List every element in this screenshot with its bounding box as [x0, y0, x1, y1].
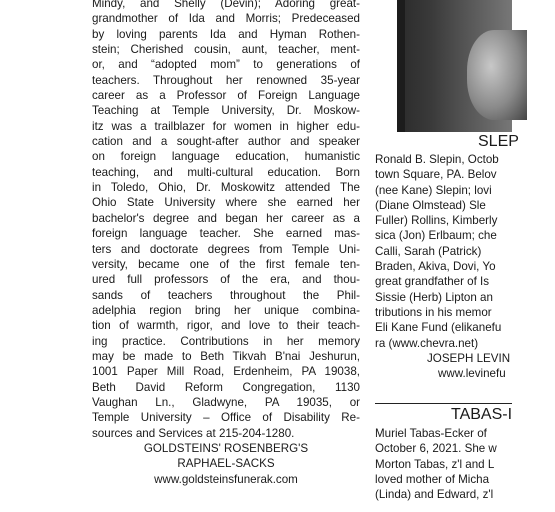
obituary-line: Temple University – Office of Disability Re-: [92, 411, 360, 425]
obituary-line: sands of teachers throughout the Phil-: [92, 288, 360, 302]
slepin-funeral-url: www.levinefu: [438, 367, 506, 381]
slepin-line: (nee Kane) Slepin; lovi: [375, 183, 492, 197]
obituary-line: on foreign language education, humanistic: [92, 150, 360, 164]
slepin-line: ra (www.chevra.net): [375, 336, 479, 350]
obituary-line: ing practice. Contributions in her memory: [92, 334, 360, 348]
slepin-line: Braden, Akiva, Dovi, Yo: [375, 260, 496, 274]
tabas-heading: TABAS-I: [451, 406, 513, 423]
obituary-line: Teaching at Temple University, Dr. Moskow-: [92, 104, 360, 118]
obituary-line: foreign language teacher. She earned mas-: [92, 227, 360, 241]
tabas-line: Morton Tabas, z'l and L: [375, 457, 495, 471]
slepin-line: Eli Kane Fund (elikanefu: [375, 321, 502, 335]
slepin-funeral-home: JOSEPH LEVIN: [427, 351, 511, 365]
obituary-tabas: [375, 404, 555, 502]
photo-shadow: [397, 0, 405, 132]
obituary-line: Mindy, and Shelly (Devin); Adoring great-: [92, 0, 360, 10]
tabas-body: [375, 426, 555, 502]
slepin-heading: SLEP: [478, 133, 519, 150]
obituary-line: Beth David Reform Congregation, 1130: [92, 380, 360, 394]
obituary-line: teachers. Throughout her renowned 35-year: [92, 73, 360, 87]
funeral-home-line1: GOLDSTEINS' ROSENBERG'S: [143, 441, 309, 455]
obituary-line: 1001 Paper Mill Road, Erdenheim, PA 19038,: [92, 365, 360, 379]
obituary-line: career as a Professor of Foreign Language: [92, 89, 360, 103]
slepin-line: Sissie (Herb) Lipton an: [375, 290, 493, 304]
tabas-line: (Linda) and Edward, z'l: [375, 488, 494, 502]
obituary-line: adelphia region bring her unique combina-: [92, 303, 360, 317]
portrait-photo: [397, 0, 512, 132]
obituary-line: bachelor's degree and began her career as a: [92, 211, 360, 225]
obituary-line: by loving parents Ida and Hyman Rothen-: [92, 27, 360, 41]
funeral-home-url[interactable]: www.goldsteinsfunerak.com: [154, 472, 298, 486]
slepin-line: town Square, PA. Belov: [375, 168, 497, 182]
slepin-line: great grandfather of Is: [375, 275, 490, 289]
obituary-line: ters and doctorate degrees from Temple Uni-: [92, 242, 360, 256]
obituary-line: may be made to Beth Tikvah B'nai Jeshurun,: [92, 349, 360, 363]
obituary-line: tion of warmth, rigor, and love to their teach-: [92, 319, 360, 333]
slepin-body: [375, 152, 555, 351]
obituary-line: itz was a trailblazer for women in higher edu-: [92, 119, 360, 133]
obituary-line: or, and “adopted mom” to generations of: [92, 58, 360, 72]
slepin-line: tributions in his memor: [375, 305, 492, 319]
slepin-line: Calli, Sarah (Patrick): [375, 244, 482, 258]
obituary-line: stein; Cherished cousin, aunt, teacher, ment-: [92, 43, 360, 57]
obituary-line: in Toledo, Ohio, Dr. Moskowitz attended The: [92, 181, 360, 195]
tabas-line: loved mother of Micha: [375, 472, 490, 486]
photo-face: [467, 30, 527, 120]
slepin-line: Ronald B. Slepin, Octob: [375, 153, 499, 166]
obituary-line: cation and a sought-after author and speaker: [92, 135, 360, 149]
funeral-home-line2: RAPHAEL-SACKS: [177, 457, 275, 471]
obituary-line: Vaughan Ln., Gladwyne, PA 19035, or: [92, 395, 360, 409]
tabas-line: Muriel Tabas-Ecker of: [375, 427, 487, 440]
slepin-line: sica (Jon) Erlbaum; che: [375, 229, 497, 243]
obituary-line: Ohio State University where she earned her: [92, 196, 360, 210]
obituary-line: sources and Services at 215-204-1280.: [92, 426, 295, 440]
obituary-line: ured full professors of the era, and thou-: [92, 273, 360, 287]
obituary-slepin: [375, 132, 555, 381]
obituary-line: grandmother of Ida and Morris; Predeceased: [92, 12, 360, 26]
slepin-line: (Diane Olmstead) Sle: [375, 198, 486, 212]
obituary-moskowitz-text: [92, 0, 360, 487]
tabas-line: October 6, 2021. She w: [375, 442, 497, 456]
slepin-line: Fuller) Rollins, Kimberly: [375, 214, 498, 228]
obituary-line: versity, became one of the first female ten-: [92, 257, 360, 271]
obituary-line: teaching, and multi-cultural education. Born: [92, 165, 360, 179]
